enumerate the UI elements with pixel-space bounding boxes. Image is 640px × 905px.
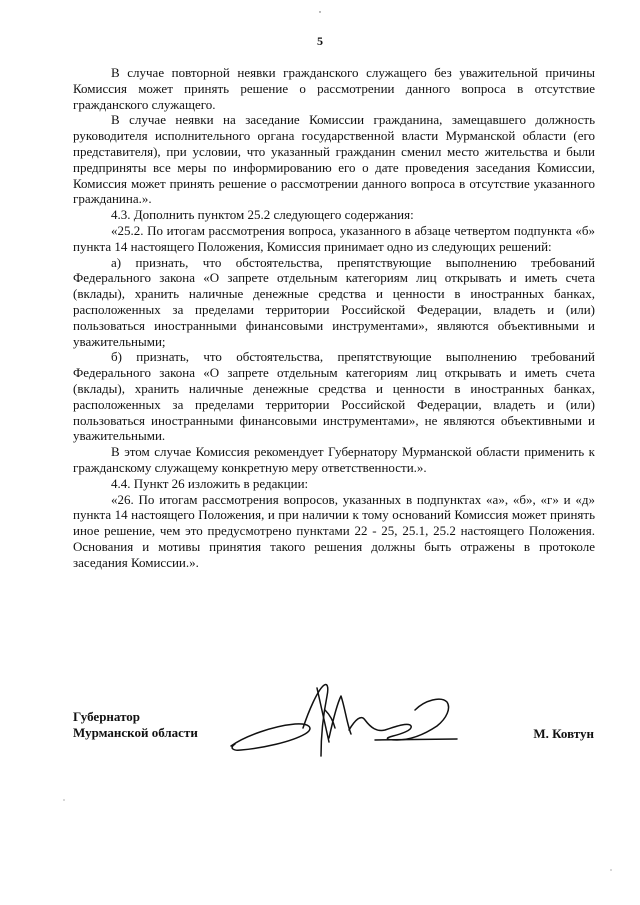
paragraph-repeat-absence: В случае повторной неявки гражданского служащего без уважительной причины Комиссия может принять решение о рассмотрении данного вопроса в отсутствие гражданского служащего. [73,65,595,112]
paragraph-decision-b: б) признать, что обстоятельства, препятствующие выполнению требований Федерального закона «О запрете отдельным категориям лиц открывать и иметь счета (вклады), хранить наличные денежные средства и ценности в иностранных банках, расположенных за пределами территории Российской Федерации, владеть и (или) пользоваться иностранными финансовыми инструментами», не являются объективными и уважительными. [73,349,595,444]
paragraph-decision-a: а) признать, что обстоятельства, препятствующие выполнению требований Федерального закона «О запрете отдельным категориям лиц открывать и иметь счета (вклады), хранить наличные денежные средства и ценности в иностранных банках, расположенных за пределами территории Российской Федерации, владеть и (или) пользоваться иностранными финансовыми инструментами», являются объективными и уважительными; [73,254,595,349]
handwritten-signature [225,680,465,770]
signatory-position [73,709,198,741]
paragraph-item-4-4: 4.4. Пункт 26 изложить в редакции: [111,475,309,491]
paragraph-item-4-3: 4.3. Дополнить пунктом 25.2 следующего содержания: [111,207,414,223]
signatory-name: М. Ковтун [533,726,594,741]
paragraph-clause-25-2: «25.2. По итогам рассмотрения вопроса, указанного в абзаце четвертом подпункта «б» пункта 14 настоящего Положения, Комиссия принимает одно из следующих решений: [73,222,595,254]
document-body [73,65,595,571]
paragraph-clause-26: «26. По итогам рассмотрения вопросов, указанных в подпунктах «а», «б», «г» и «д» пункта 14 настоящего Положения, и при наличии к тому оснований Комиссия может принять иное решение, чем это предусмотрено пунктами 22 - 25, 25.1, 25.2 настоящего Положения. Основания и мотивы принятия такого решения должны быть отражены в протоколе заседания Комиссии.». [73,491,595,570]
signatory-position-line2: Мурманской области [73,725,198,740]
page-number: 5 [317,34,323,48]
paragraph-former-head-absence: В случае неявки на заседание Комиссии гражданина, замещавшего должность руководителя исполнительного органа государственной власти Мурманской области (его представителя), при условии, что указанный гражданин сменил место жительства и были предприняты все меры по информированию его о дате проведения заседания Комиссии, Комиссия может принять решение о рассмотрении данного вопроса в отсутствие указанного гражданина.». [73,112,595,207]
signatory-position-line1: Губернатор [73,709,141,724]
paragraph-recommendation: В этом случае Комиссия рекомендует Губернатору Мурманской области применить к гражданскому служащему конкретную меру ответственности.». [73,444,595,475]
